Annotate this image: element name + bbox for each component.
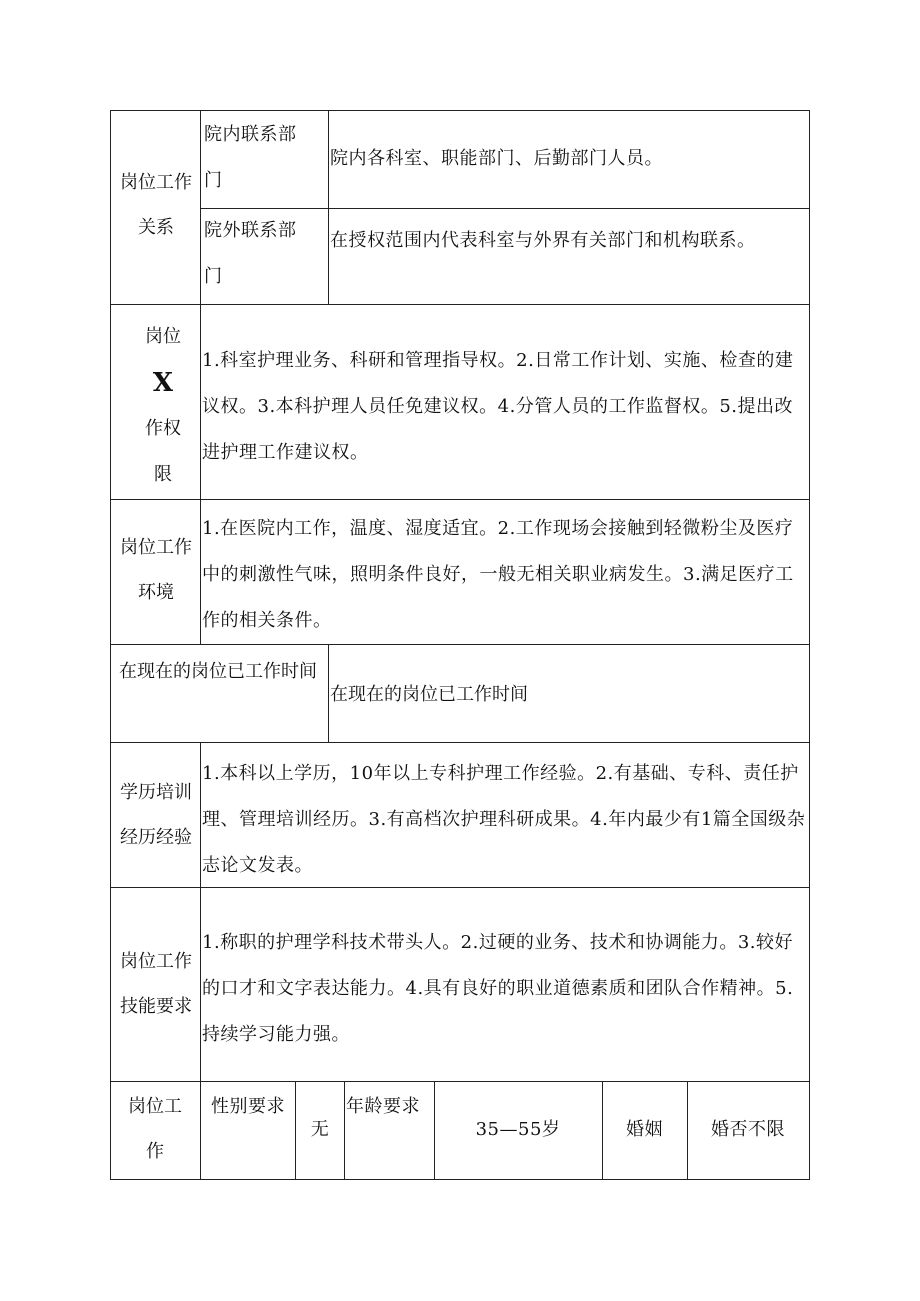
skills-label: 岗位工作技能要求: [120, 951, 192, 1017]
environment-label: 岗位工作环境: [120, 537, 192, 603]
gender-value: 无: [310, 1119, 330, 1140]
authority-label: [130, 314, 196, 498]
tenure-value: 在现在的岗位已工作时间: [330, 684, 528, 705]
age-value: 35—55岁: [475, 1119, 561, 1140]
environment-value: 1.在医院内工作，温度、湿度适宜。2.工作现场会接触到轻微粉尘及医疗中的刺激性气味，照明条件良好，一般无相关职业病发生。3.满足医疗工作的相关条件。: [202, 518, 794, 631]
relations-label: 岗位工作关系: [120, 172, 192, 238]
column-divider: [328, 110, 329, 304]
authority-label-part1: 岗位: [145, 326, 181, 347]
column-divider: [344, 1081, 345, 1180]
table-border-left: [110, 110, 111, 1180]
authority-label-part2: 作权限: [145, 418, 181, 485]
external-contact-value: 在授权范围内代表科室与外界有关部门和机构联系。: [330, 230, 756, 251]
column-divider: [295, 1081, 296, 1180]
marriage-label: 婚姻: [626, 1119, 663, 1140]
authority-value: 1.科室护理业务、科研和管理指导权。2.日常工作计划、实施、检查的建议权。3.本科护理人员任免建议权。4.分管人员的工作监督权。5.提出改进护理工作建议权。: [202, 350, 794, 463]
row-divider: [110, 1081, 810, 1082]
column-divider: [602, 1081, 603, 1180]
job-description-table: [110, 110, 810, 1180]
authority-label-mark: X: [152, 368, 174, 398]
row-divider: [110, 499, 810, 500]
internal-contact-value: 院内各科室、职能部门、后勤部门人员。: [330, 148, 663, 169]
tenure-label: 在现在的岗位已工作时间: [119, 661, 317, 682]
row-divider: [110, 742, 810, 743]
table-border-top: [110, 110, 810, 111]
column-divider: [200, 742, 201, 1180]
internal-contact-label: 院内联系部门: [204, 124, 297, 191]
age-label: 年龄要求: [346, 1096, 420, 1117]
row-divider: [110, 644, 810, 645]
row-divider: [110, 304, 810, 305]
education-label: 学历培训经历经验: [120, 782, 192, 848]
table-border-right: [809, 110, 810, 1180]
column-divider: [434, 1081, 435, 1180]
requirements-label: 岗位工作: [128, 1096, 182, 1162]
education-value: 1.本科以上学历，10年以上专科护理工作经验。2.有基础、专科、责任护理、管理培训经历。3.有高档次护理科研成果。4.年内最少有1篇全国级杂志论文发表。: [202, 763, 806, 876]
skills-value: 1.称职的护理学科技术带头人。2.过硬的业务、技术和协调能力。3.较好的口才和文字表达能力。4.具有良好的职业道德素质和团队合作精神。5.持续学习能力强。: [202, 932, 794, 1045]
marriage-value: 婚否不限: [711, 1119, 785, 1140]
table-border-bottom: [110, 1179, 810, 1180]
gender-label: 性别要求: [211, 1096, 285, 1117]
column-divider: [200, 110, 201, 644]
external-contact-label: 院外联系部门: [204, 220, 297, 287]
column-divider: [687, 1081, 688, 1180]
column-divider: [328, 644, 329, 742]
